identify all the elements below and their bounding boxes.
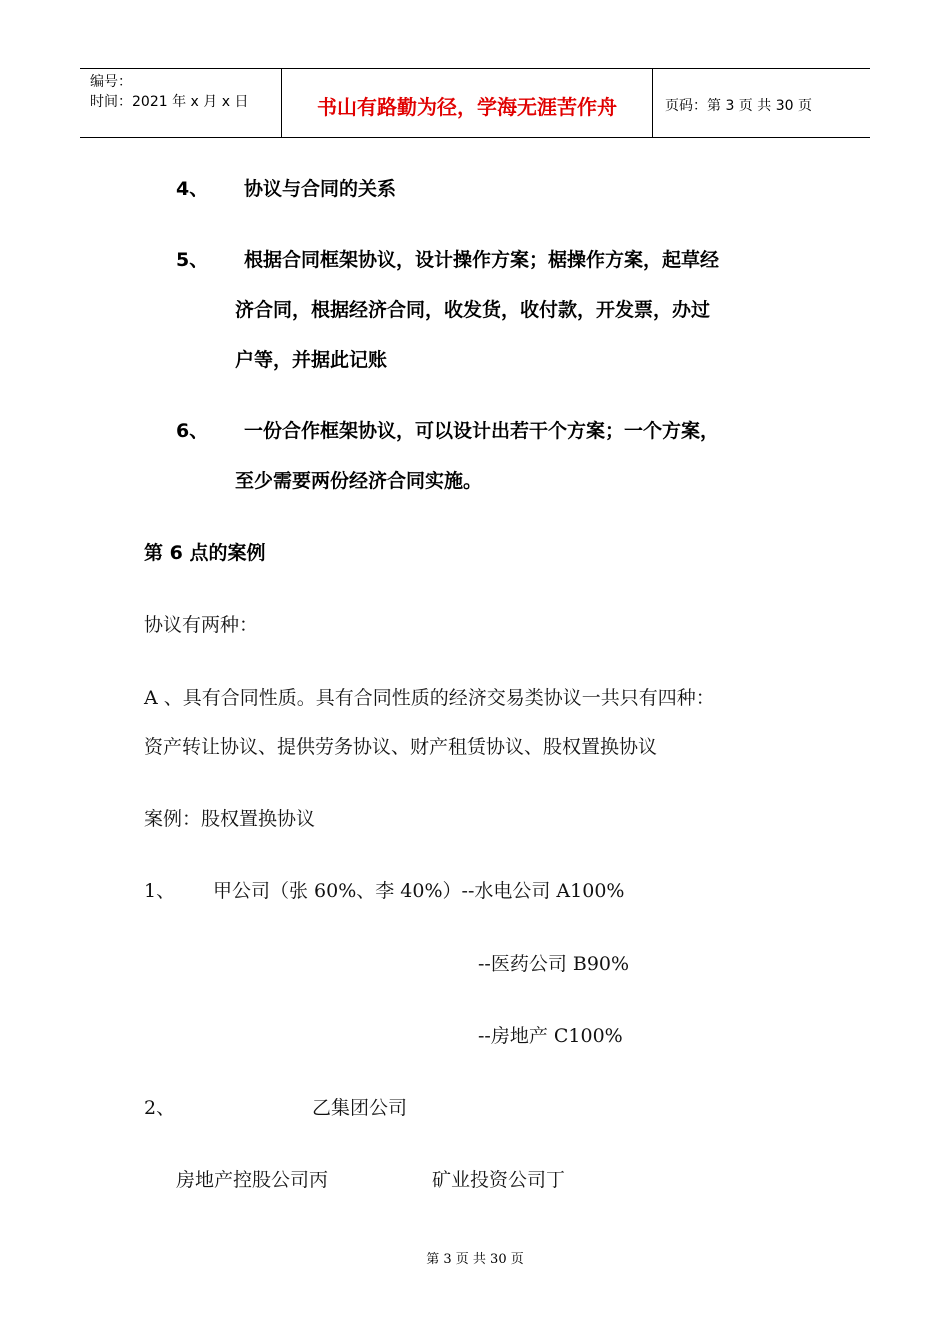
case-2-sub-left: 房地产控股公司丙: [176, 1169, 329, 1191]
item-5-text-line-3: 户等，并据此记账: [235, 349, 388, 371]
case-title: 第 6 点的案例: [144, 542, 266, 564]
item-4-number: 4、: [176, 178, 209, 200]
case-2-company: 乙集团公司: [312, 1097, 408, 1119]
header-motto: 书山有路勤为径，学海无涯苦作舟: [317, 95, 617, 119]
case-label: 案例：股权置换协议: [144, 808, 316, 830]
header-page-number: 页码：第 3 页 共 30 页: [665, 98, 812, 114]
case-1-line: 甲公司（张 60%、李 40%）--水电公司 A100%: [213, 880, 625, 902]
item-5-number: 5、: [176, 249, 209, 271]
case-1-sub-1: --医药公司 B90%: [478, 953, 630, 975]
item-6-text-line-1: 一份合作框架协议，可以设计出若干个方案；一个方案，: [244, 420, 720, 442]
type-a-line-1: A 、具有合同性质。具有合同性质的经济交易类协议一共只有四种：: [144, 687, 715, 709]
page-header: [80, 68, 870, 138]
header-left-cell: [80, 69, 282, 137]
item-5-text-line-2: 济合同，根据经济合同，收发货，收付款，开发票，办过: [235, 299, 711, 321]
case-2-sub-right: 矿业投资公司丁: [432, 1169, 566, 1191]
document-number-label: 编号：: [90, 74, 132, 90]
header-page-cell: [653, 69, 870, 137]
document-date-label: 时间：2021 年 x 月 x 日: [90, 94, 249, 110]
item-6-number: 6、: [176, 420, 209, 442]
item-6-text-line-2: 至少需要两份经济合同实施。: [235, 470, 483, 492]
case-1-number: 1、: [144, 880, 176, 902]
header-motto-cell: [282, 69, 653, 137]
item-5-text-line-1: 根据合同框架协议，设计操作方案；椐操作方案，起草经: [244, 249, 720, 271]
item-4-text: 协议与合同的关系: [244, 178, 397, 200]
case-1-sub-2: --房地产 C100%: [478, 1025, 623, 1047]
agreement-types-heading: 协议有两种：: [144, 614, 259, 636]
case-2-number: 2、: [144, 1097, 176, 1119]
page-footer: 第 3 页 共 30 页: [426, 1252, 524, 1267]
type-a-line-2: 资产转让协议、提供劳务协议、财产租赁协议、股权置换协议: [144, 736, 658, 758]
